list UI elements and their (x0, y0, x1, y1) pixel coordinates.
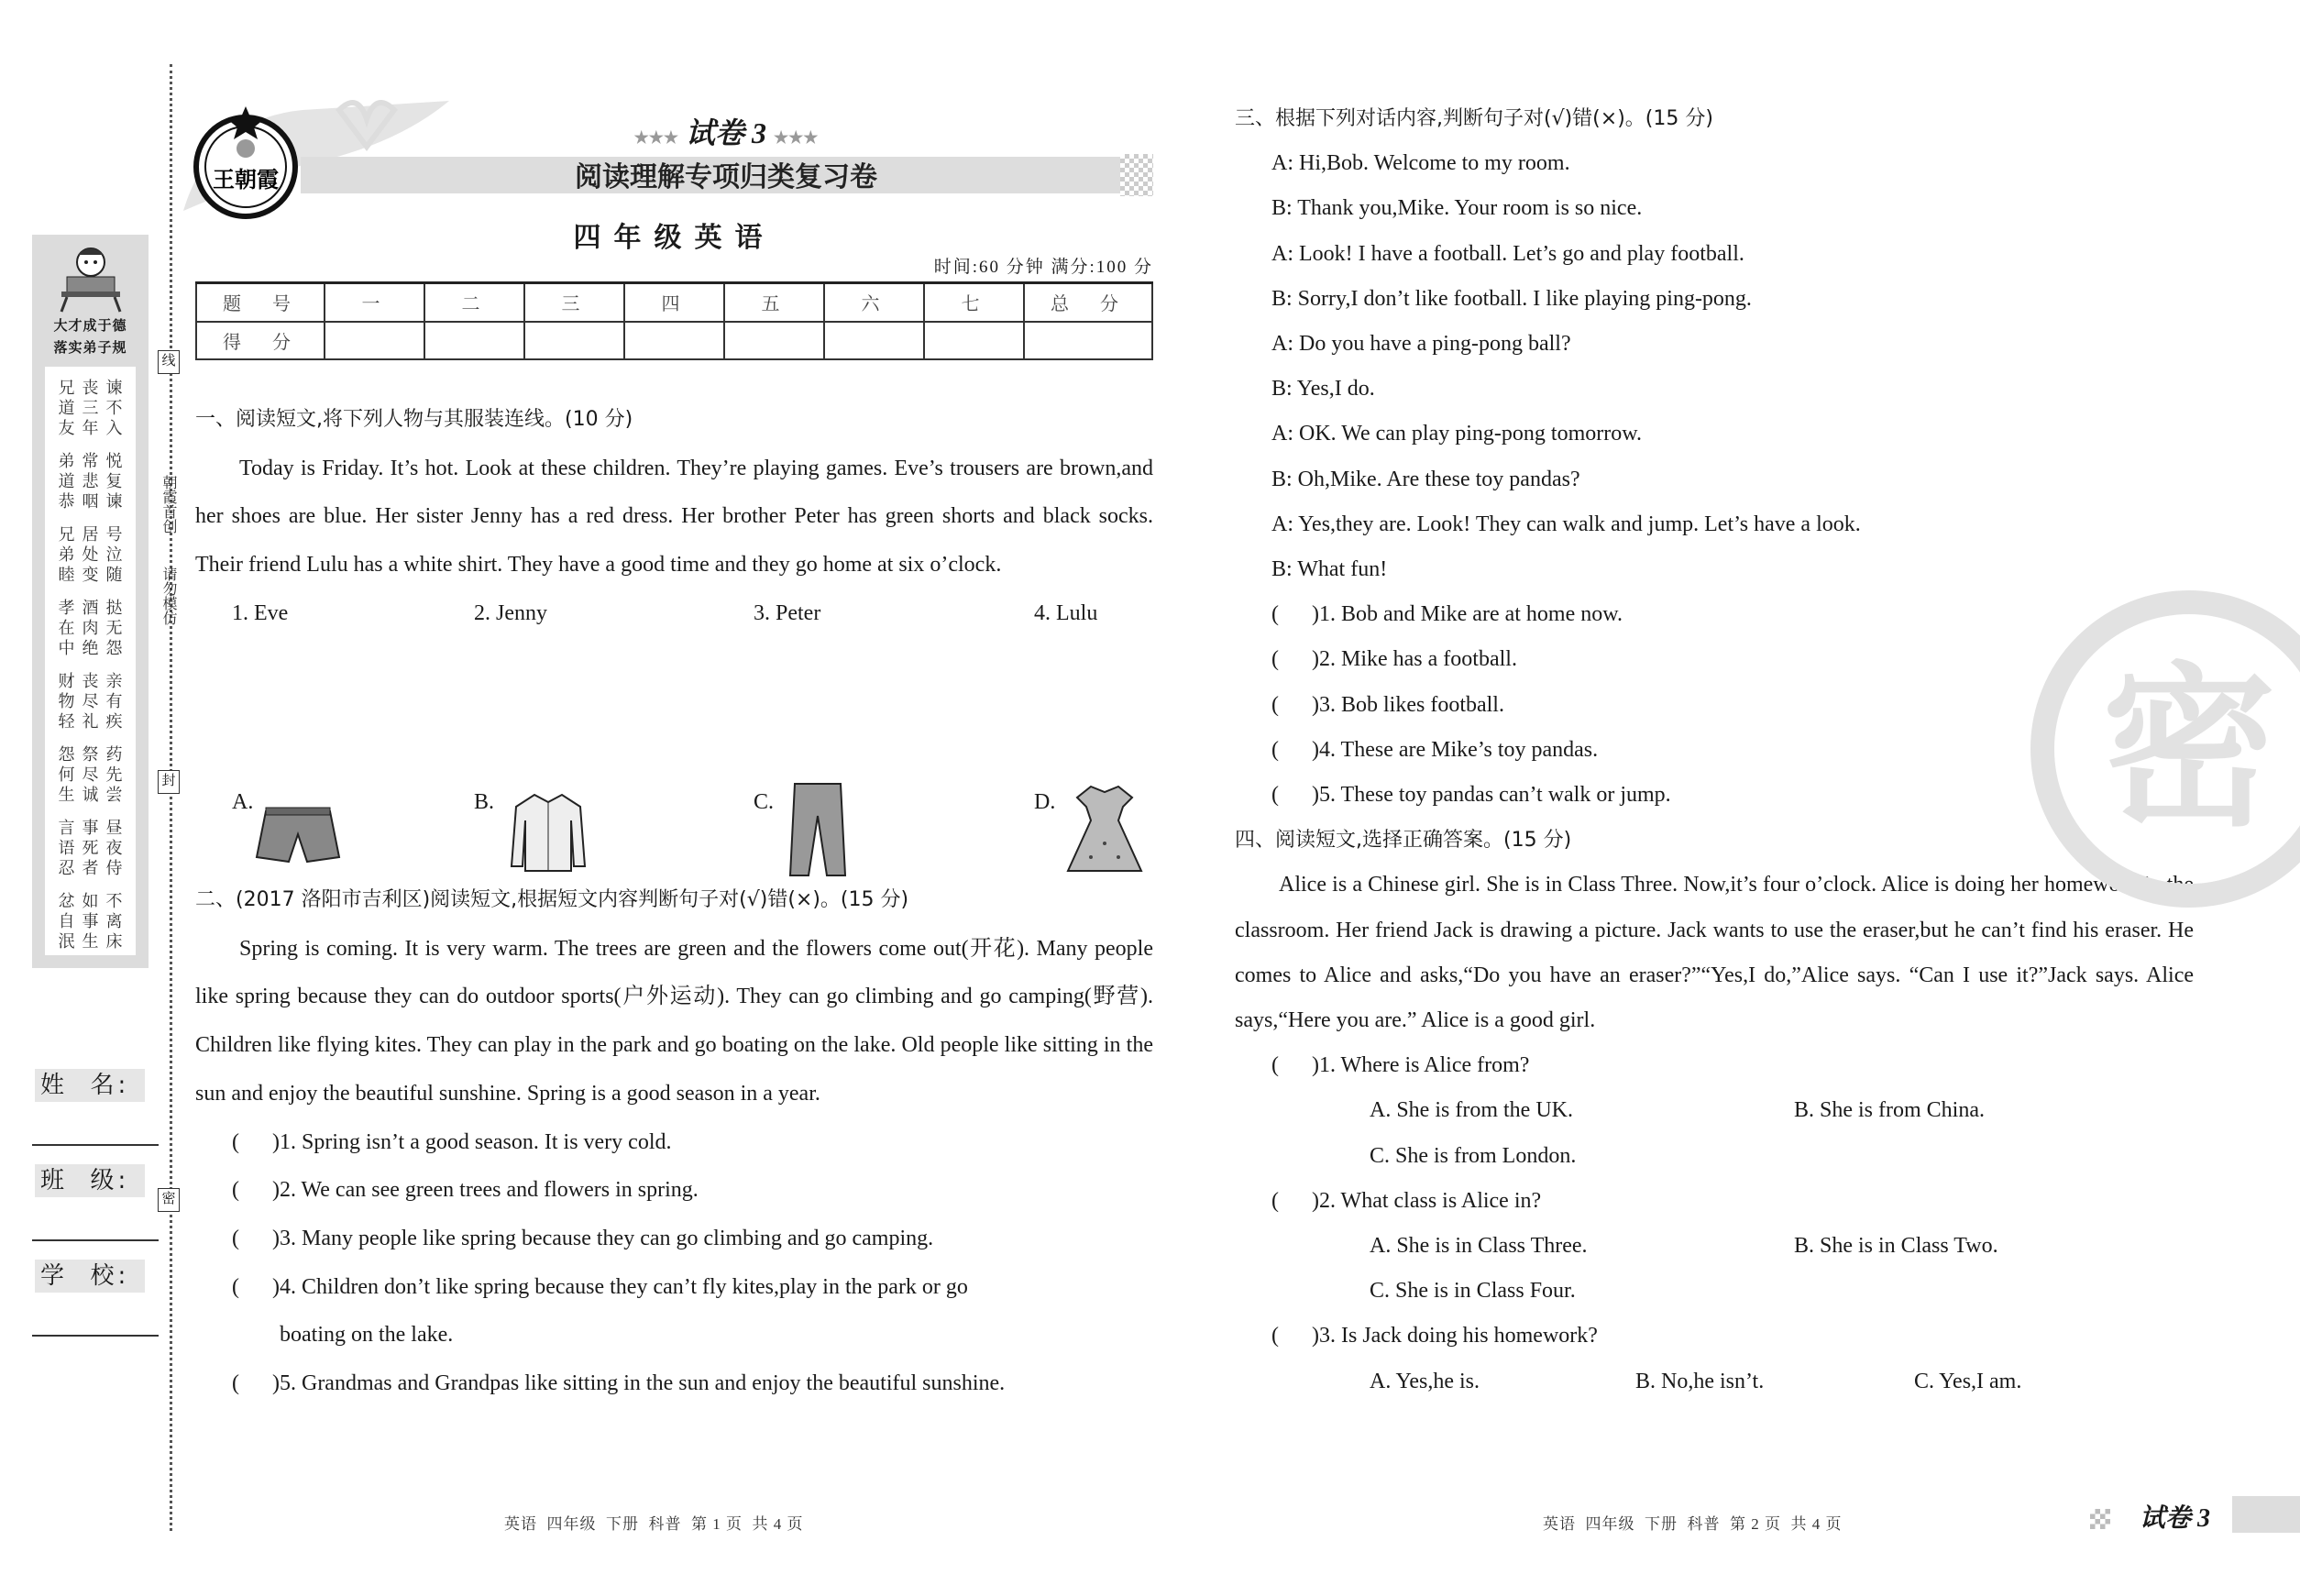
poem-row: 物尽有 (58, 692, 130, 710)
section-1-heading: 一、阅读短文,将下列人物与其服装连线。(10 分) (195, 408, 633, 431)
slogan-line-1: 大才成于德 (53, 317, 127, 334)
options-row (1235, 1134, 2194, 1179)
question-item (195, 1263, 1153, 1312)
score-header-cell: 三 (524, 283, 624, 322)
question-text: 3. Bob likes football. (1318, 692, 1504, 717)
option-c[interactable]: C. She is from London. (1370, 1143, 1577, 1168)
question-item (195, 1118, 1153, 1167)
poem-group (45, 451, 136, 512)
corner-paper-label (2090, 1496, 2300, 1533)
svg-text:王朝霞: 王朝霞 (213, 166, 279, 193)
question-text: 1. Bob and Mike are at home now. (1318, 602, 1623, 627)
answer-blank[interactable]: ( ) (1271, 783, 1319, 808)
question-text: 1. Spring isn’t a good season. It is very cold. (279, 1129, 672, 1154)
dress-icon (1059, 779, 1150, 880)
options-row (1235, 1269, 2194, 1314)
dialogue-line: B: What fun! (1271, 557, 1388, 582)
dialogue-line: A: OK. We can play ping-pong tomorrow. (1271, 422, 1642, 446)
option-a[interactable]: A. She is in Class Three. (1370, 1234, 1588, 1259)
grade-subject: 四年级英语 (573, 222, 776, 254)
section-1 (195, 396, 1153, 638)
poem-group (45, 891, 136, 952)
score-input-cell[interactable] (524, 322, 624, 359)
poem-row: 忿如不 (58, 892, 130, 910)
score-header-cell: 七 (924, 283, 1024, 322)
binding-mark-xian: 线 (158, 350, 180, 374)
options-row (1235, 1224, 2194, 1269)
score-header-cell: 题 号 (196, 283, 325, 322)
poem-row: 言事昼 (58, 819, 130, 837)
poem-row: 怨祭药 (58, 745, 130, 764)
name-peter: 3. Peter (754, 600, 821, 625)
question-item (195, 1215, 1153, 1263)
option-b[interactable]: B. She is in Class Two. (1794, 1234, 1998, 1259)
dialogue-line: B: Oh,Mike. Are these toy pandas? (1271, 467, 1580, 491)
score-input-cell[interactable] (824, 322, 924, 359)
picture-label-d: D. (1034, 790, 1056, 814)
paper-number: ★★★ 试卷 3 ★★★ (633, 116, 819, 149)
poem-row: 恭咽谏 (58, 492, 130, 511)
score-input-cell[interactable] (424, 322, 524, 359)
question-text: 2. Mike has a football. (1318, 647, 1517, 672)
field-write-line[interactable] (32, 1335, 159, 1337)
answer-blank[interactable]: ( ) (1271, 1053, 1319, 1078)
question-continuation: boating on the lake. (280, 1323, 454, 1348)
poem-row: 道三不 (58, 399, 130, 417)
question-text: 3. Is Jack doing his homework? (1318, 1324, 1598, 1348)
shirt-icon (502, 784, 594, 875)
question-item (195, 1166, 1153, 1215)
watermark-seal (2024, 579, 2300, 919)
answer-blank[interactable]: ( ) (1271, 602, 1319, 627)
score-input-cell[interactable] (1024, 322, 1152, 359)
poem-row: 兄居号 (58, 525, 130, 544)
sidebar-dizigui (32, 235, 149, 968)
poem-row: 轻礼疾 (58, 712, 130, 731)
dialogue-line: A: Hi,Bob. Welcome to my room. (1271, 151, 1570, 176)
answer-blank[interactable]: ( ) (1271, 692, 1319, 717)
poem-group (45, 378, 136, 438)
section-2 (195, 876, 1153, 1408)
poem-row: 兄丧谏 (58, 379, 130, 397)
trousers-icon (772, 779, 864, 880)
field-label: 姓 名: (35, 1069, 145, 1102)
score-header-cell: 一 (325, 283, 424, 322)
question-item (1235, 1314, 2194, 1359)
name-lulu: 4. Lulu (1034, 600, 1098, 625)
name-jenny: 2. Jenny (474, 600, 547, 625)
answer-blank[interactable]: ( ) (232, 1226, 280, 1250)
section-4-heading: 四、阅读短文,选择正确答案。(15 分) (1235, 829, 1572, 853)
question-text: 1. Where is Alice from? (1318, 1053, 1530, 1078)
poem-group (45, 744, 136, 805)
corner-label: 试卷 3 (2132, 1498, 2217, 1535)
score-header-cell: 二 (424, 283, 524, 322)
poem-row: 财丧亲 (58, 672, 130, 690)
section-1-names (195, 589, 1153, 638)
slogan-line-2: 落实弟子规 (53, 339, 127, 356)
poem-row: 弟处泣 (58, 545, 130, 564)
section-3-heading: 三、根据下列对话内容,判断句子对(√)错(×)。(15 分) (1235, 107, 1713, 130)
score-table (195, 281, 1153, 360)
poem-row: 道悲复 (58, 472, 130, 490)
dizigui-poem (45, 367, 136, 955)
svg-text:密: 密 (2101, 647, 2277, 850)
dialogue-line: B: Yes,I do. (1271, 377, 1375, 402)
score-header-cell: 六 (824, 283, 924, 322)
answer-blank[interactable]: ( ) (232, 1274, 280, 1299)
score-row-label: 得 分 (196, 322, 325, 359)
score-input-cell[interactable] (924, 322, 1024, 359)
score-header-cell: 总 分 (1024, 283, 1152, 322)
score-header-cell: 五 (724, 283, 824, 322)
student-reading-icon (58, 242, 124, 314)
poem-group (45, 818, 136, 878)
dialogue-line: B: Sorry,I don’t like football. I like playing ping-pong. (1271, 286, 1752, 311)
footer-page-2: 英语 四年级 下册 科普 第 2 页 共 4 页 (1543, 1515, 1843, 1533)
options-row (1235, 1359, 2194, 1404)
paper-title: 阅读理解专项归类复习卷 (575, 161, 877, 193)
field-write-line[interactable] (32, 1144, 159, 1146)
section-2-heading: 二、(2017 洛阳市吉利区)阅读短文,根据短文内容判断句子对(√)错(×)。(15 分) (195, 888, 909, 911)
picture-label-c: C. (754, 790, 775, 814)
answer-blank[interactable]: ( ) (232, 1178, 280, 1203)
question-item (1235, 1179, 2194, 1224)
answer-blank[interactable]: ( ) (1271, 1324, 1319, 1348)
option-c[interactable]: C. She is in Class Four. (1370, 1279, 1576, 1304)
copyright-vertical-1: 朝霞首创 (160, 475, 176, 534)
poem-group (45, 598, 136, 658)
dialogue-line: A: Do you have a ping-pong ball? (1271, 332, 1571, 357)
dialogue-line: A: Look! I have a football. Let’s go and play football. (1271, 241, 1744, 266)
poem-row: 语死夜 (58, 839, 130, 857)
binding-dotted-line (170, 64, 172, 1531)
question-text: 5. Grandmas and Grandpas like sitting in the sun and enjoy the beautiful sunshine. (279, 1371, 1006, 1396)
score-input-cell[interactable] (724, 322, 824, 359)
poem-row: 中绝怨 (58, 639, 130, 657)
question-text: 4. Children don’t like spring because they can’t fly kites,play in the park or go (279, 1274, 968, 1299)
question-text: 2. What class is Alice in? (1318, 1188, 1542, 1213)
question-text: 3. Many people like spring because they can go climbing and go camping. (279, 1226, 934, 1250)
section-1-passage: Today is Friday. It’s hot. Look at these children. They’re playing games. Eve’s trousers are brown,and her shoes are blue. Her sister Jenny has a red dress. Her brother Peter has green shorts and black socks. Their friend Lulu has a white shirt. They have a good time and they go home at six o’clock. (195, 456, 1153, 578)
field-label: 班 级: (35, 1164, 145, 1197)
poem-row: 何尽先 (58, 765, 130, 784)
name-eve: 1. Eve (232, 600, 289, 625)
option-b[interactable]: B. No,he isn’t. (1635, 1369, 1765, 1393)
poem-row: 生诚尝 (58, 786, 130, 804)
binding-mark-feng: 封 (158, 770, 180, 794)
answer-blank[interactable]: ( ) (1271, 737, 1319, 762)
option-c[interactable]: C. Yes,I am. (1914, 1369, 2022, 1393)
picture-label-b: B. (474, 790, 495, 814)
poem-row: 睦变随 (58, 566, 130, 584)
field-label: 学 校: (35, 1260, 145, 1293)
binding-mark-mi: 密 (158, 1188, 180, 1212)
poem-row: 弟常悦 (58, 452, 130, 470)
answer-blank[interactable]: ( ) (232, 1129, 280, 1154)
time-info: 时间:60 分钟 满分:100 分 (933, 258, 1153, 277)
poem-row: 忍者侍 (58, 859, 130, 877)
option-b[interactable]: B. She is from China. (1794, 1098, 1985, 1123)
question-item (195, 1359, 1153, 1408)
poem-group (45, 671, 136, 732)
poem-group (45, 524, 136, 585)
question-item (1235, 1043, 2194, 1088)
poem-row: 友年入 (58, 419, 130, 437)
option-a[interactable]: A. Yes,he is. (1370, 1369, 1480, 1393)
score-input-cell[interactable] (325, 322, 424, 359)
poem-row: 泯生床 (58, 932, 130, 951)
field-write-line[interactable] (32, 1239, 159, 1241)
dialogue-line: B: Thank you,Mike. Your room is so nice. (1271, 196, 1643, 221)
option-a[interactable]: A. She is from the UK. (1370, 1098, 1573, 1123)
section-2-passage: Spring is coming. It is very warm. The trees are green and the flowers come out(开花). Many people like spring because they can do outdoor sports(户外运动). They can go climbing and go camping(野营). Children like flying kites. They can play in the park and go boating on the lake. Old people like sitting in the sun and enjoy the beautiful sunshine. Spring is a good season in a year. (195, 936, 1153, 1106)
score-input-cell[interactable] (624, 322, 724, 359)
copyright-vertical-2: 请勿模仿 (160, 567, 176, 625)
dialogue-line: A: Yes,they are. Look! They can walk and jump. Let’s have a look. (1271, 512, 1861, 536)
question-text: 5. These toy pandas can’t walk or jump. (1318, 783, 1671, 808)
question-text: 4. These are Mike’s toy pandas. (1318, 737, 1599, 762)
score-header-cell: 四 (624, 283, 724, 322)
wangzhaoxia-logo (191, 103, 301, 220)
picture-label-a: A. (232, 790, 254, 814)
poem-row: 自事离 (58, 912, 130, 930)
options-row (1235, 1088, 2194, 1133)
shorts-icon (252, 784, 344, 875)
question-text: 2. We can see green trees and flowers in spring. (279, 1178, 699, 1203)
answer-blank[interactable]: ( ) (1271, 1188, 1319, 1213)
answer-blank[interactable]: ( ) (232, 1371, 280, 1396)
poem-row: 孝酒挞 (58, 599, 130, 617)
answer-blank[interactable]: ( ) (1271, 647, 1319, 672)
poem-row: 在肉无 (58, 619, 130, 637)
footer-page-1: 英语 四年级 下册 科普 第 1 页 共 4 页 (504, 1515, 804, 1533)
section-4-passage: Alice is a Chinese girl. She is in Class Three. Now,it’s four o’clock. Alice is doing her homework in the classroom. Her friend Jack is drawing a picture. Jack wants to use the eraser,but he can’t find his eraser. He comes to Alice and asks,“Do you have an eraser?”“Yes,I do,”Alice says. “Can I use it?”Jack says. Alice says,“Here you are.” Alice is a good girl. (1235, 873, 2194, 1033)
